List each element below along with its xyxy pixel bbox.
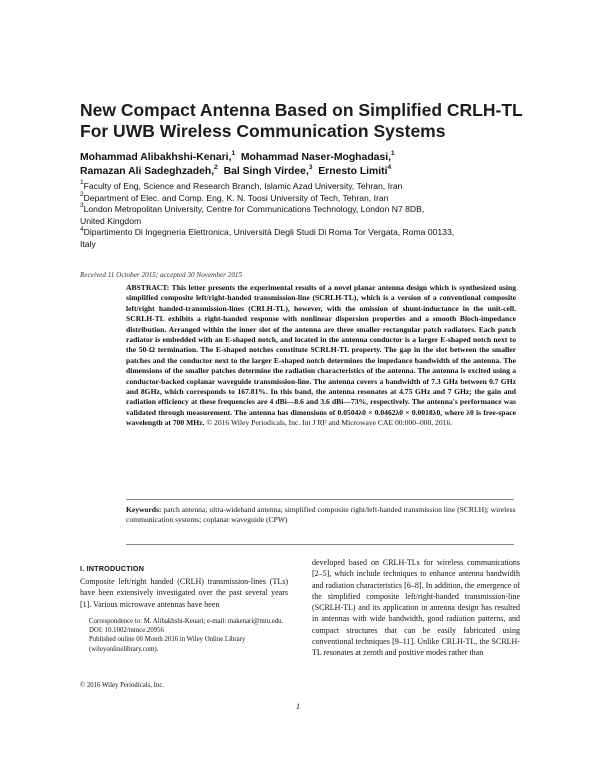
left-column: [80, 564, 288, 610]
author-name: Mohammad Alibakhshi-Kenari,: [80, 152, 232, 163]
affiliation: $^3$London Metropolitan University, Centre for Communications Technology, London N7 8DB, United Kingdom: [80, 202, 425, 226]
intro-paragraph-left: Composite left/right handed (CRLH) transmission-lines (TLs) have been extensively investigated over the past several years [1]. Various microwave antennas have been: [80, 577, 288, 609]
footnote: [80, 617, 292, 654]
received-date: Received 11 October 2015; accepted 30 November 2015: [80, 271, 243, 279]
affiliation: $^4$Dipartimento Di Ingegneria Elettronica, Università Degli Studi Di Roma Tor Vergata, Roma 00133, Italy: [80, 225, 455, 249]
author-name: Ramazan Ali Sadeghzadeh,: [80, 166, 215, 177]
affiliation: $^1$Faculty of Eng, Science and Research Branch, Islamic Azad University, Tehran, Iran: [80, 179, 403, 191]
author-list: Mohammad Alibakhshi-Kenari,$^1$ Mohammad Naser-Moghadasi,$^1$ Ramazan Ali Sadeghzadeh,$^2$ Bal Singh Virdee,$^3$ Ernesto Limiti$^4$: [80, 149, 395, 177]
published-online: Published online 00 Month 2016 in Wiley Online Library (wileyonlinelibrary.com).: [89, 636, 246, 653]
title-line-2: For UWB Wireless Communication Systems: [80, 121, 446, 141]
divider: [126, 499, 514, 500]
title-line-1: New Compact Antenna Based on Simplified CRLH-TL: [80, 100, 523, 120]
author-name: Ernesto Limiti: [318, 166, 388, 177]
keywords-label: Keywords:: [126, 505, 162, 514]
page-number: 1: [296, 702, 300, 711]
abstract: [126, 283, 516, 429]
keywords-text: patch antenna; ultra-wideband antenna; simplified composite right/left-handed transmission line (SCRLH); wireless communication systems; coplanar waveguide (CPW): [126, 505, 516, 525]
abstract-text: ABSTRACT: This letter presents the experimental results of a novel planar antenna design which is synthesized using simplified composite left/right-handed transmission-line (SCRLH-TL), which is a version of a conventional composite left/right handed-transmission-lines (CRLH-TL), however, with the omission of shunt-inductance in the unit-cell. SCRLH-TL exhibits a right-handed response with nonlinear dispersion properties and a smooth Bloch-impedance distribution. Arranged within the inner slot of the antenna are three smaller rectangular patch radiators. Each patch radiator is embedded with an E-shaped notch, and located in the antenna conductor is a larger E-shaped notch next to the 50-Ω termination. The E-shaped notches constitute SCRLH-TL property. The gap in the slot between the smaller patches and the conductor next to the larger E-shaped notch determines the impedance bandwidth of the antenna. The dimensions of the smaller patches determine the radiation characteristics of the antenna. The antenna is excited using a conductor-backed coplanar waveguide transmission-line. The antenna covers a bandwidth of 7.3 GHz between 0.7 GHz and 8GHz, which corresponds to 167.81%. In this band, the antenna resonates at 4.75 GHz and 7 GHz; the gain and radiation efficiency at these frequencies are 4 dBi—8.6 and 3.6 dBi—73%, respectively. The antenna's performance was validated through measurement. The antenna has dimensions of 0.0504λ0 × 0.0462λ0 × 0.0018λ0, where λ0 is free-space wavelength at 700 MHz.: [126, 283, 516, 428]
doi: DOI: 10.1002/mmce.20956: [89, 627, 164, 635]
right-column: [312, 557, 520, 659]
correspondence: Correspondence to: M. Alibakhshi-Kenari; e-mail: makenari@mtu.edu.: [89, 618, 284, 625]
abstract-citation: © 2016 Wiley Periodicals, Inc. Int J RF and Microwave CAE 00:000–000, 2016.: [206, 418, 453, 428]
copyright: © 2016 Wiley Periodicals, Inc.: [80, 682, 165, 689]
paper-title: [80, 100, 550, 142]
author-name: Bal Singh Virdee,: [223, 166, 309, 177]
intro-paragraph-right: developed based on CRLH-TLs for wireless communications [2–5], which include techniques to enhance antenna bandwidth and radiation characteristics [6–8]. In addition, the emergence of the simplified composite left/right-handed transmission-line (SCRLH-TL) and its application in antenna design has resulted in antennas with wide bandwidth, good radiation patterns, and compact structures that can be easily fabricated using conventional techniques [9–11]. Unlike CRLH-TL, the SCRLH-TL resonates at zeroth and positive modes rather than: [312, 558, 520, 658]
keywords: [126, 505, 516, 526]
section-heading: I. INTRODUCTION: [80, 564, 145, 573]
affiliation-list: [80, 181, 550, 251]
author-name: Mohammad Naser-Moghadasi,: [240, 152, 391, 163]
divider: [126, 544, 514, 545]
affiliation: $^2$Department of Elec. and Comp. Eng, K. N. Toosi University of Tech, Tehran, Iran: [80, 190, 389, 203]
